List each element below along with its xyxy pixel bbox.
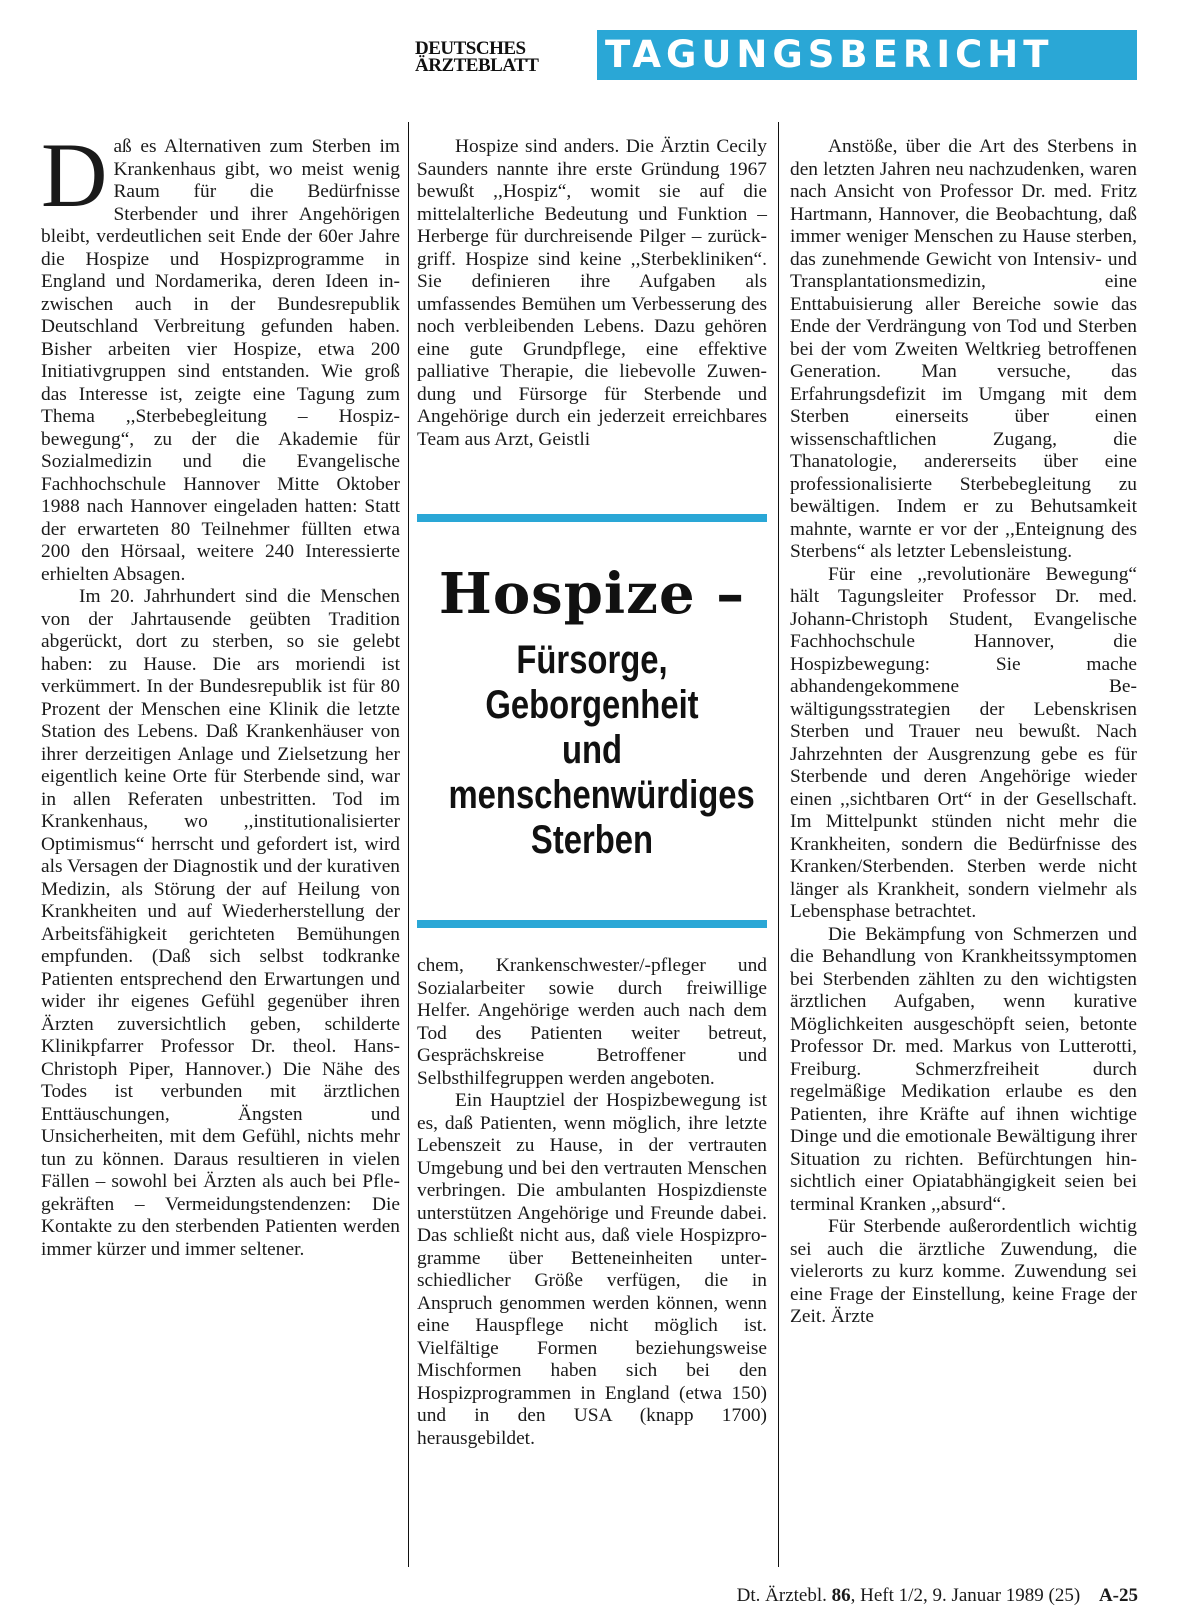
paragraph: Für Sterbende außerordentlich wichtig sei auch die ärztliche Zuwendung, die vielerorts zu kurz komme. Zuwendung sei eine Frage der Einstellung, keine Frage der Zeit. Ärzte	[790, 1216, 1137, 1327]
headline-rule-bottom	[417, 920, 767, 928]
paragraph: Die Bekämpfung von Schmerzen und die Behandlung von Krankheitssymptomen bei Sterbenden zählten zu den wichtigsten ärztlichen Aufgaben, wenn kurative Möglichkeiten ausgeschöpft seien, betonte Professor Dr. med. Markus von Lutterotti, Freiburg. Schmerzfreiheit durch regelmäßige Medikation erlaube es den Patienten, ihre Kräfte auf ihnen wichtige Dinge und die emotionale Bewältigung ihrer Situation zu richten. Befürchtungen hinsichtlich einer Opiatabhängigkeit seien bei terminal Kranken ,,absurd“.	[790, 923, 1137, 1215]
paragraph: chem, Krankenschwester/-pfleger und Sozialarbeiter sowie durch freiwillige Helfer. Angehörige werden auch nach dem Tod des Patienten weiter betreut, Gesprächskreise Betroffener und Selbsthilfegruppen werden angeboten.	[417, 955, 767, 1089]
column-rule-left	[408, 122, 409, 1567]
subtitle-line: Sterben	[530, 818, 654, 862]
paragraph: Ein Hauptziel der Hospizbewegung ist es, daß Patienten, wenn möglich, ihre letzte Lebenszeit zu Hause, in der vertrauten Umgebung und bei den vertrauten Menschen verbringen. Die ambulanten Hospizdienste unterstützen Angehörige und Freunde dabei. Das schließt nicht aus, daß viele Hospizprogramme über Betteneinheiten unterschiedlicher Größe verfügen, die in Anspruch genommen werden können, wenn eine Hauspflege nicht möglich ist. Vielfältige Formen beziehungsweise Mischformen haben sich bei den Hospizprogrammen in England (etwa 150) und in den USA (knapp 1700) herausgebildet.	[417, 1090, 767, 1449]
subtitle-line: und	[561, 728, 623, 772]
paragraph	[41, 124, 400, 586]
paragraph: Hospize sind anders. Die Ärztin Cecily Saunders nannte ihre erste Gründung 1967 bewußt ,,Hospiz“, womit sie auf die mittelalterliche Bedeutung und Funktion – Herberge für durchreisende Pilger – zurückgriff. Hospize sind keine ,,Sterbekliniken“. Sie definieren ihre Aufgaben als umfassendes Bemühen um Verbesserung des noch verbleibenden Lebens. Dazu gehören eine gute Grundpflege, eine effektive palliative Therapie, die liebevolle Zuwendung und Fürsorge für Sterbende und Angehörige durch ein jederzeit erreichbares Team aus Arzt, Geistli	[417, 136, 767, 450]
column-2-top	[417, 136, 767, 451]
paragraph: Im 20. Jahrhundert sind die Menschen von der Jahrtausende geübten Tradition abgerückt, dort zu sterben, so sie gelebt haben: zu Hause. Die ars moriendi ist verkümmert. In der Bundesrepublik ist für 80 Prozent der Menschen eine Klinik die letzte Station des Lebens. Daß Krankenhäuser von ihrer derzeitigen Anlage und Zielsetzung her eigentlich keine Orte für Sterbende sind, war in allen Referaten unbestritten. Tod im Krankenhaus, wo ,,institutionalisierter Optimismus“ herrscht und gefordert ist, wird als Versagen der Diagnostik und der kurativen Medizin, als Störung der auf Heilung von Krankheiten und auf Wiederherstellung der Arbeitsfähigkeit gerichteten Bemühungen empfunden. (Daß sich selbst todkranke Patienten entsprechend den Erwartungen und wider ihr eigenes Gefühl gegenüber ihren Ärzten zuversichtlich geben, schilderte Klinikpfarrer Professor Dr. theol. HansChristoph Piper, Hannover.) Die Nähe des Todes ist verbunden mit ärztlichen Enttäuschungen, Ängsten und Unsicherheiten, mit dem Gefühl, nichts mehr tun zu können. Daraus resultieren in vielen Fällen – sowohl bei Ärzten als auch bei Pflegekräften – Vermeidungstendenzen: Die Kontakte zu den sterbenden Patienten werden immer kürzer und immer seltener.	[41, 586, 400, 1260]
headline-block	[417, 560, 767, 863]
column-2-bottom	[417, 955, 767, 1450]
footer-journal: Dt. Ärztebl.	[736, 1585, 827, 1606]
footer-volume: 86	[831, 1585, 851, 1606]
subtitle-line: Fürsorge,	[516, 638, 668, 682]
column-3	[790, 136, 1137, 1329]
paragraph: Für eine ,,revolutionäre Bewegung“ hält Tagungsleiter Professor Dr. med. Johann-Christoph Student, Evangelische Fachhochschule Hannover, die Hospizbewegung: Sie mache abhandengekommene Bewältigungsstrategien der Lebenskrisen Sterben und Trauer neu bewußt. Nach Jahrzehnten der Ausgrenzung gebe es für Sterbende und deren Angehörige wieder einen ,,sichtbaren Ort“ in der Gesellschaft. Im Mittelpunkt stünden nicht mehr die Krankheiten, sondern die Bedürfnisse des Kranken/Sterbenden. Sterben werde nicht länger als Krankheit, sondern vielmehr als Lebensphase betrachtet.	[790, 563, 1137, 922]
journal-line-2: ÄRZTEBLATT	[415, 55, 539, 76]
journal-name	[415, 40, 590, 74]
section-banner: TAGUNGSBERICHT	[597, 30, 1137, 80]
masthead	[0, 30, 1178, 82]
paragraph: Anstöße, über die Art des Sterbens in den letzten Jahren neu nachzudenken, waren nach Ansicht von Professor Dr. med. Fritz Hartmann, Hannover, die Beobachtung, daß immer weniger Menschen zu Hause sterben, das zunehmende Gewicht von Intensiv- und Transplantationsmedizin, eine Enttabuisierung aller Bereiche sowie das Ende der Verdrängung von Tod und Sterben bei der vom Zweiten Weltkrieg betroffenen Generation. Man versuche, das Erfahrungsdefizit im Umgang mit dem Sterben einerseits über einen wissenschaftlichen Zugang, die Thanatologie, andererseits über eine professionalisierte Sterbebegleitung zu bewältigen. Indem er zu Behutsamkeit mahnte, warnte er vor der ,,Enteignung des Sterbens“ als letzter Lebensleistung.	[790, 136, 1137, 562]
footer-issue: , Heft 1/2, 9. Januar 1989 (25)	[850, 1585, 1081, 1606]
headline-subtitle	[448, 638, 755, 863]
subtitle-line: Geborgenheit	[485, 683, 699, 727]
column-1	[41, 124, 400, 1261]
headline-title: Hospize –	[438, 561, 746, 627]
journal-line-1: DEUTSCHES	[415, 38, 526, 59]
drop-cap: D	[41, 124, 108, 226]
page-footer	[640, 1585, 1138, 1607]
headline-rule-top	[417, 514, 767, 522]
column-rule-right	[778, 122, 779, 1567]
subtitle-line: menschenwürdiges	[448, 773, 755, 817]
page-number: A-25	[1098, 1585, 1138, 1606]
paragraph-text: aß es Alternativen zum Sterben im Krankenhaus gibt, wo meist wenig Raum für die Bedürfnisse Sterbender und ihrer Angehörigen bleibt, verdeutlichen seit Ende der 60er Jahre die Hospize und Hospizprogramme in England und Nordamerika, deren Ideen inzwischen auch in der Bundesrepublik Deutschland Verbreitung gefunden haben. Bisher arbeiten vier Hospize, etwa 200 Initiativgruppen sind entstanden. Wie groß das Interesse ist, zeigte eine Tagung zum Thema ,,Sterbebegleitung – Hospizbewegung“, zu der die Akademie für Sozialmedizin und die Evangelische Fachhochschule Hannover Mitte Oktober 1988 nach Hannover eingeladen hatten: Statt der erwarteten 80 Teilnehmer füllten etwa 200 den Hörsaal, weitere 240 Interessierte erhielten Absagen.	[41, 136, 400, 585]
